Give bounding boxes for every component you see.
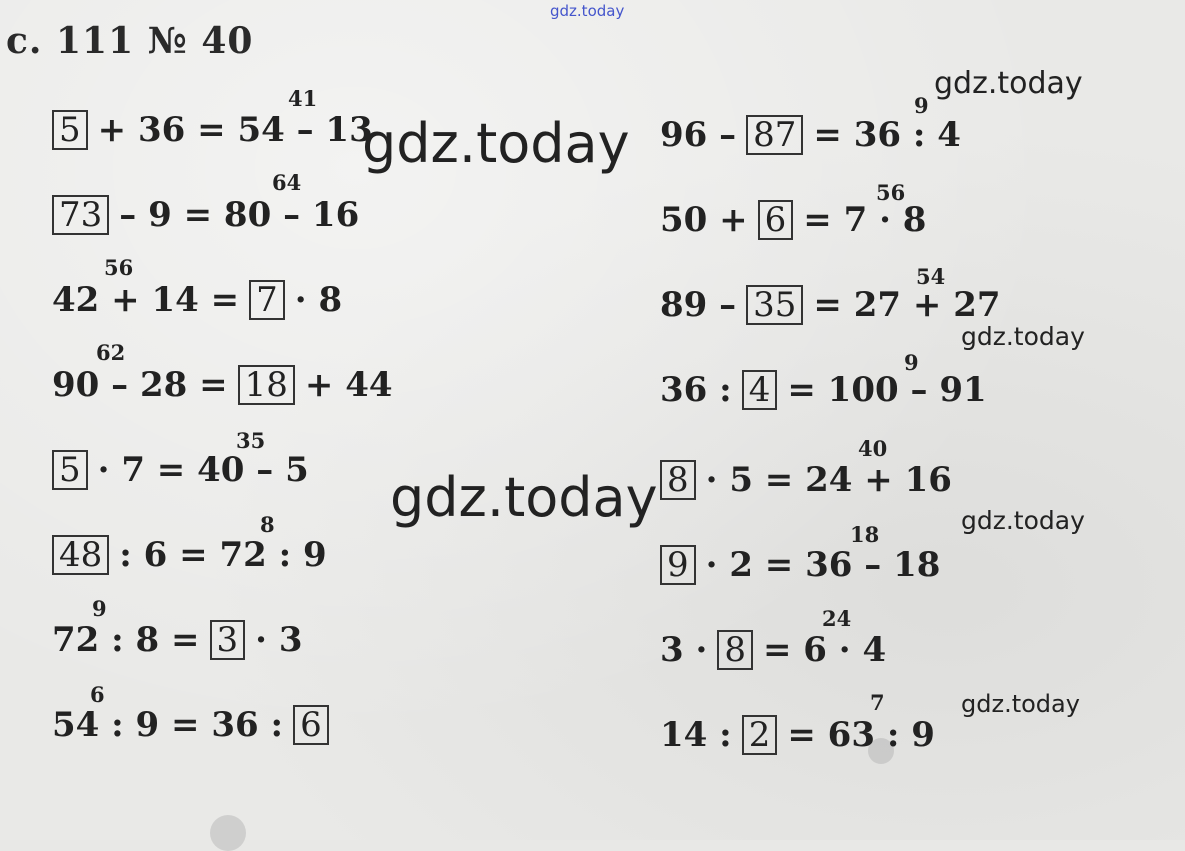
intermediate-result: 62: [96, 340, 126, 365]
equation-text: · 2 = 36 – 18: [705, 545, 941, 585]
answer-box: 5: [52, 450, 88, 490]
answer-box: 9: [660, 545, 696, 585]
equation-text: 72 : 8 =: [52, 620, 200, 660]
answer-box: 2: [742, 715, 778, 755]
equation-text: · 3: [255, 620, 303, 660]
intermediate-result: 64: [272, 170, 302, 195]
intermediate-result: 9: [92, 596, 107, 621]
answer-box: 8: [660, 460, 696, 500]
right-equation-3: [660, 285, 1001, 325]
equation-text: + 44: [304, 365, 393, 405]
answer-box: 87: [746, 115, 803, 155]
page-stain: [210, 815, 246, 851]
equation-text: 90 – 28 =: [52, 365, 228, 405]
right-equation-7: [660, 630, 886, 670]
watermark: gdz.today: [390, 466, 658, 529]
watermark: gdz.today: [961, 506, 1085, 535]
answer-box: 35: [746, 285, 803, 325]
intermediate-result: 54: [916, 264, 946, 289]
left-equation-6: [52, 535, 327, 575]
equation-text: 3 ·: [660, 630, 708, 670]
intermediate-result: 41: [288, 86, 318, 111]
answer-box: 73: [52, 195, 109, 235]
equation-text: 36 :: [660, 370, 732, 410]
equation-text: 54 : 9 = 36 :: [52, 705, 284, 745]
watermark-top: gdz.today: [550, 2, 625, 20]
right-equation-2: [660, 200, 926, 240]
answer-box: 6: [293, 705, 329, 745]
intermediate-result: 56: [876, 180, 906, 205]
right-equation-6: [660, 545, 940, 585]
intermediate-result: 8: [260, 512, 275, 537]
right-equation-5: [660, 460, 952, 500]
equation-text: : 6 = 72 : 9: [119, 535, 327, 575]
equation-text: 42 + 14 =: [52, 280, 240, 320]
answer-box: 5: [52, 110, 88, 150]
intermediate-result: 24: [822, 606, 852, 631]
equation-text: = 63 : 9: [787, 715, 935, 755]
intermediate-result: 56: [104, 255, 134, 280]
watermark: gdz.today: [961, 322, 1085, 351]
left-equation-7: [52, 620, 303, 660]
left-equation-3: [52, 280, 342, 320]
equation-text: = 100 – 91: [787, 370, 987, 410]
equation-text: 89 –: [660, 285, 737, 325]
intermediate-result: 9: [914, 93, 929, 118]
watermark: gdz.today: [934, 66, 1083, 101]
left-equation-4: [52, 365, 393, 405]
answer-box: 4: [742, 370, 778, 410]
left-equation-5: [52, 450, 309, 490]
watermark: gdz.today: [362, 112, 630, 175]
answer-box: 3: [210, 620, 246, 660]
equation-text: 96 –: [660, 115, 737, 155]
intermediate-result: 9: [904, 350, 919, 375]
equation-text: 50 +: [660, 200, 748, 240]
equation-text: = 36 : 4: [813, 115, 961, 155]
equation-text: – 9 = 80 – 16: [119, 195, 360, 235]
answer-box: 8: [717, 630, 753, 670]
left-equation-2: [52, 195, 359, 235]
equation-text: = 7 · 8: [803, 200, 927, 240]
equation-text: 14 :: [660, 715, 732, 755]
page-title: с. 111 № 40: [6, 20, 254, 62]
equation-text: · 5 = 24 + 16: [705, 460, 952, 500]
left-equation-8: [52, 705, 329, 745]
equation-text: + 36 = 54 – 13: [97, 110, 373, 150]
intermediate-result: 6: [90, 682, 105, 707]
intermediate-result: 7: [870, 690, 885, 715]
right-equation-4: [660, 370, 987, 410]
intermediate-result: 40: [858, 436, 888, 461]
equation-text: · 8: [294, 280, 343, 320]
answer-box: 18: [238, 365, 295, 405]
equation-text: = 6 · 4: [762, 630, 887, 670]
answer-box: 48: [52, 535, 109, 575]
right-equation-1: [660, 115, 961, 155]
left-equation-1: [52, 110, 373, 150]
right-equation-8: [660, 715, 935, 755]
equation-text: = 27 + 27: [813, 285, 1001, 325]
equation-text: · 7 = 40 – 5: [97, 450, 309, 490]
watermark: gdz.today: [961, 690, 1080, 718]
intermediate-result: 18: [850, 522, 880, 547]
answer-box: 7: [249, 280, 285, 320]
intermediate-result: 35: [236, 428, 266, 453]
answer-box: 6: [758, 200, 794, 240]
